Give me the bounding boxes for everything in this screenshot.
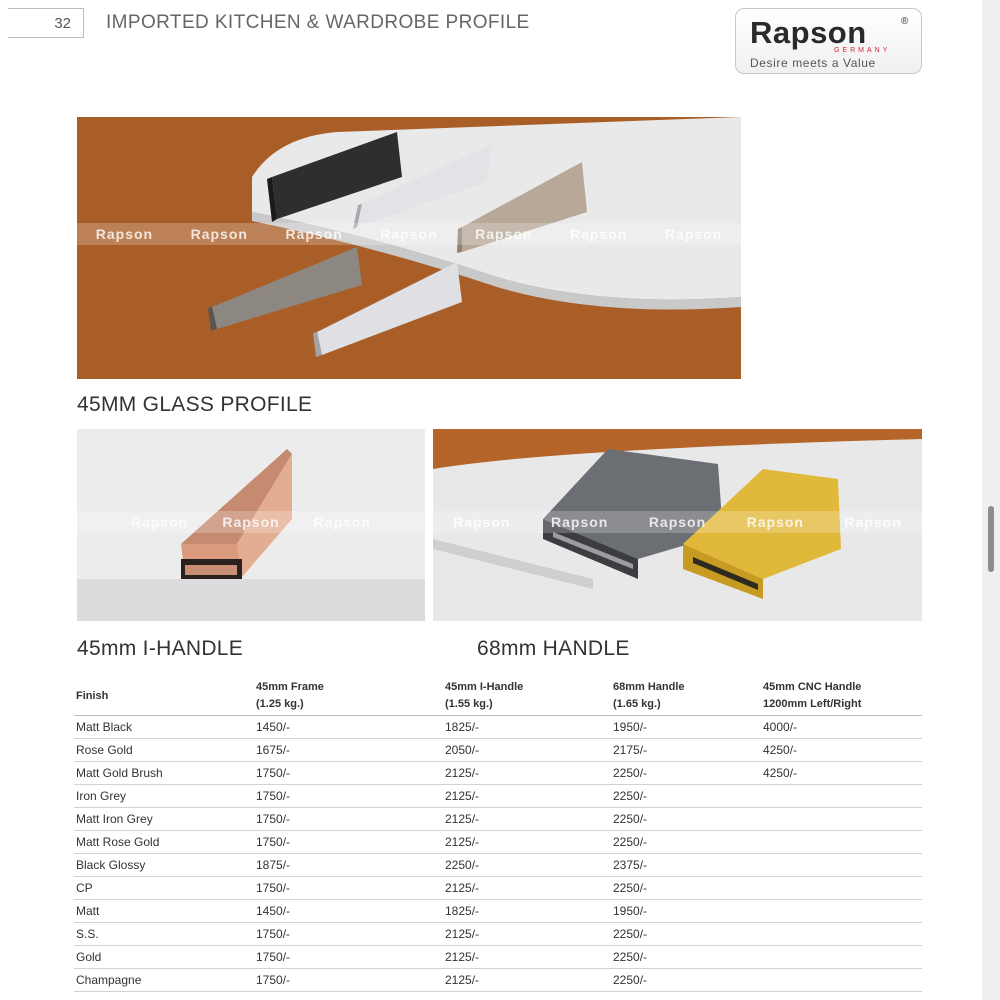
table-row: Gold 1750/- 2125/- 2250/- [74, 946, 922, 969]
header-45mm-frame: 45mm Frame (1.25 kg.) [254, 677, 443, 716]
handle-68-photo [433, 429, 922, 621]
table-row: Iron Grey 1750/- 2125/- 2250/- [74, 785, 922, 808]
header-finish: Finish [74, 677, 254, 716]
logo-subtitle: GERMANY [834, 47, 891, 54]
table-row: Matt 1450/- 1825/- 1950/- [74, 900, 922, 923]
page-title: IMPORTED KITCHEN & WARDROBE PROFILE [106, 12, 530, 33]
watermark-band: Rapson Rapson Rapson [77, 511, 425, 533]
logo-name: Rapson [750, 15, 867, 50]
registered-mark: ® [901, 16, 909, 27]
table-row: Champagne 1750/- 2125/- 2250/- [74, 969, 922, 992]
i-handle-caption: 45mm I-HANDLE [77, 637, 244, 660]
table-header-row [74, 677, 922, 716]
glass-profile-photo [77, 117, 741, 379]
table-row: S.S. 1750/- 2125/- 2250/- [74, 923, 922, 946]
table-row: Rose Gold 1675/- 2050/- 2175/- 4250/- [74, 739, 922, 762]
table-row: Matt Black 1450/- 1825/- 1950/- 4000/- [74, 716, 922, 739]
watermark-band: Rapson Rapson Rapson Rapson Rapson [433, 511, 922, 533]
header-68mm-handle: 68mm Handle (1.65 kg.) [611, 677, 761, 716]
brand-logo [735, 8, 922, 74]
watermark-band: Rapson Rapson Rapson Rapson Rapson Rapson Rapson [77, 223, 741, 245]
price-table [74, 677, 922, 992]
handle-68-caption: 68mm HANDLE [477, 637, 630, 660]
table-row: Matt Gold Brush 1750/- 2125/- 2250/- 4250/- [74, 762, 922, 785]
page-number: 32 [8, 8, 84, 38]
table-row: Matt Rose Gold 1750/- 2125/- 2250/- [74, 831, 922, 854]
table-row: CP 1750/- 2125/- 2250/- [74, 877, 922, 900]
table-row: Black Glossy 1875/- 2250/- 2375/- [74, 854, 922, 877]
scrollbar-track[interactable] [982, 0, 1000, 1000]
table-row: Matt Iron Grey 1750/- 2125/- 2250/- [74, 808, 922, 831]
header-45mm-i-handle: 45mm I-Handle (1.55 kg.) [443, 677, 611, 716]
header-45mm-cnc-handle: 45mm CNC Handle 1200mm Left/Right [761, 677, 922, 716]
glass-profile-caption: 45MM GLASS PROFILE [77, 393, 313, 416]
logo-tagline: Desire meets a Value [750, 56, 876, 70]
i-handle-photo [77, 429, 425, 621]
scrollbar-thumb[interactable] [988, 506, 994, 572]
